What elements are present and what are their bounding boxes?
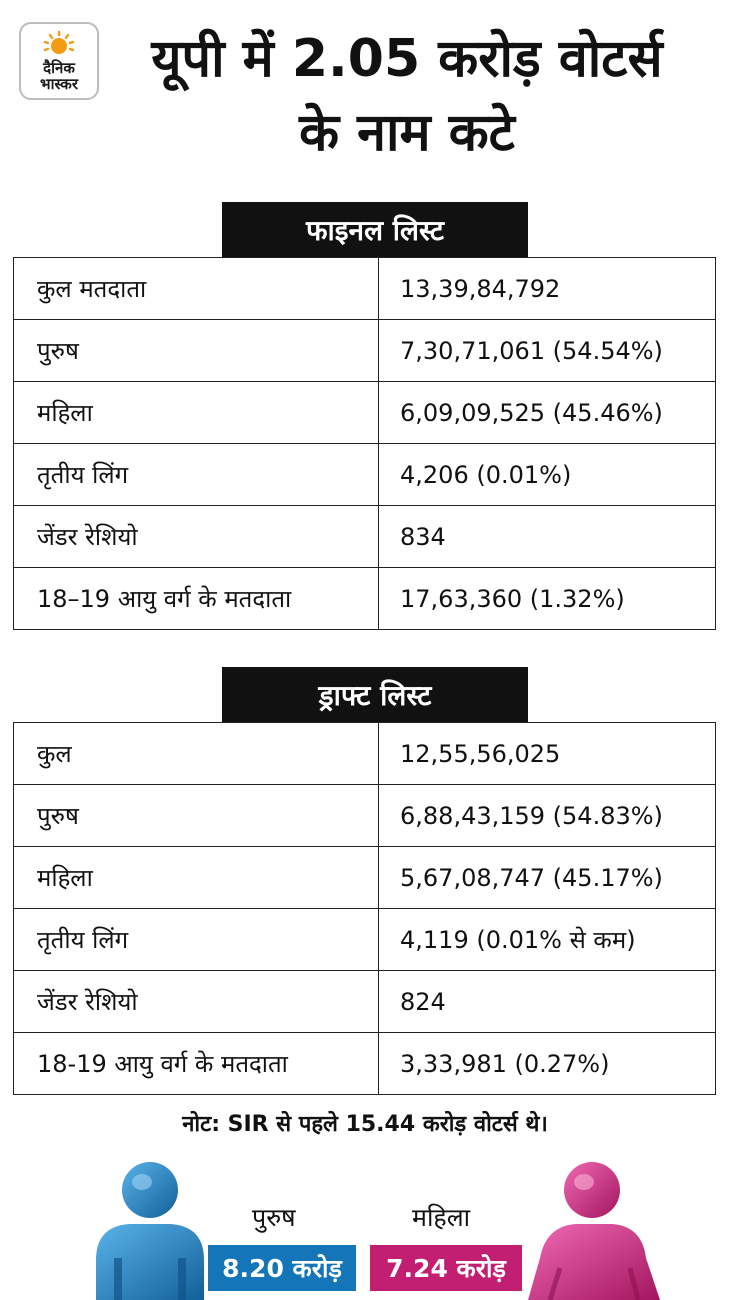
footnote: नोट: SIR से पहले 15.44 करोड़ वोटर्स थे। — [182, 1112, 548, 1137]
logo-text-line1: दैनिक — [43, 59, 75, 77]
final-list-table — [13, 257, 716, 630]
dainik-bhaskar-logo — [19, 22, 99, 100]
draft-list-table — [13, 722, 716, 1095]
table-row — [14, 1033, 716, 1095]
draft-list-heading: ड्राफ्ट लिस्ट — [222, 667, 528, 723]
row-value: 824 — [379, 971, 716, 1033]
male-label: पुरुष — [252, 1203, 296, 1232]
row-label: कुल — [14, 723, 379, 785]
row-value: 6,09,09,525 (45.46%) — [379, 382, 716, 444]
table-row — [14, 971, 716, 1033]
row-value: 5,67,08,747 (45.17%) — [379, 847, 716, 909]
row-label: पुरुष — [14, 320, 379, 382]
row-label: महिला — [14, 382, 379, 444]
row-value: 17,63,360 (1.32%) — [379, 568, 716, 630]
male-figure-icon — [82, 1158, 212, 1300]
row-value: 7,30,71,061 (54.54%) — [379, 320, 716, 382]
row-label: तृतीय लिंग — [14, 909, 379, 971]
page-title — [107, 22, 707, 170]
table-row — [14, 382, 716, 444]
female-label: महिला — [412, 1203, 471, 1232]
male-count-badge: 8.20 करोड़ — [208, 1245, 356, 1291]
title-line1: यूपी में 2.05 करोड़ वोटर्स — [151, 29, 663, 89]
row-value: 3,33,981 (0.27%) — [379, 1033, 716, 1095]
sun-icon — [42, 30, 76, 60]
row-label: 18-19 आयु वर्ग के मतदाता — [14, 1033, 379, 1095]
title-line2: के नाम कटे — [299, 103, 515, 163]
table-row — [14, 785, 716, 847]
row-value: 4,119 (0.01% से कम) — [379, 909, 716, 971]
row-value: 6,88,43,159 (54.83%) — [379, 785, 716, 847]
row-label: 18–19 आयु वर्ग के मतदाता — [14, 568, 379, 630]
row-label: महिला — [14, 847, 379, 909]
table-row — [14, 320, 716, 382]
row-value: 4,206 (0.01%) — [379, 444, 716, 506]
final-list-heading: फाइनल लिस्ट — [222, 202, 528, 258]
female-count-badge: 7.24 करोड़ — [370, 1245, 522, 1291]
row-label: कुल मतदाता — [14, 258, 379, 320]
table-row — [14, 847, 716, 909]
table-row — [14, 723, 716, 785]
row-label: जेंडर रेशियो — [14, 971, 379, 1033]
table-row — [14, 506, 716, 568]
row-label: पुरुष — [14, 785, 379, 847]
female-figure-icon — [520, 1158, 670, 1300]
row-value: 12,55,56,025 — [379, 723, 716, 785]
table-row — [14, 444, 716, 506]
row-value: 13,39,84,792 — [379, 258, 716, 320]
row-label: जेंडर रेशियो — [14, 506, 379, 568]
row-label: तृतीय लिंग — [14, 444, 379, 506]
logo-text-line2: भास्कर — [40, 75, 78, 93]
table-row — [14, 909, 716, 971]
table-row — [14, 258, 716, 320]
table-row — [14, 568, 716, 630]
row-value: 834 — [379, 506, 716, 568]
